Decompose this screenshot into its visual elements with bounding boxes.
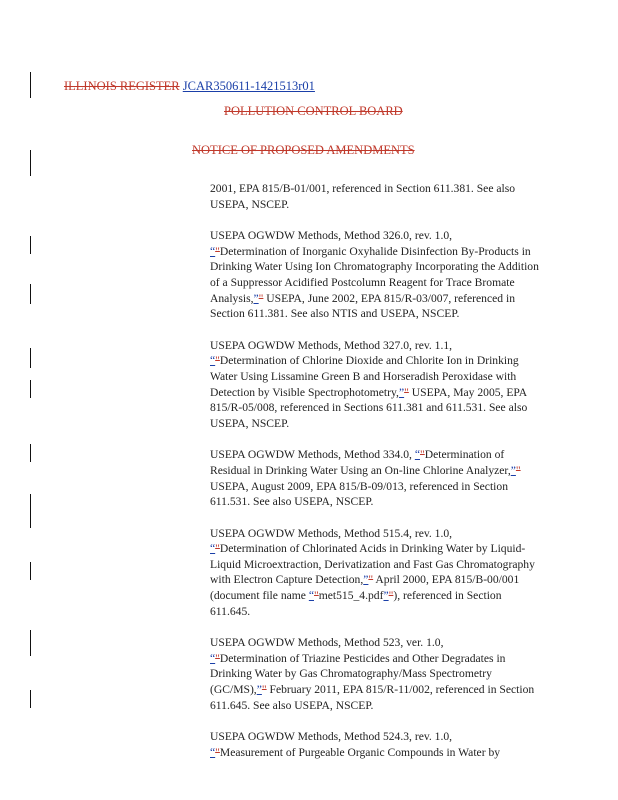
quote-open-struck: " <box>215 745 220 759</box>
register-id-inserted: JCAR350611-1421513r01 <box>182 79 315 93</box>
revision-bar <box>30 562 31 580</box>
quote-open-struck: " <box>420 448 425 462</box>
p1-text: 2001, EPA 815/B-01/001, referenced in Section 611.381. See also USEPA, NSCEP. <box>210 182 516 211</box>
quote-close-struck: " <box>404 385 409 399</box>
p2-intro: USEPA OGWDW Methods, Method 326.0, rev. 1.0, <box>210 229 453 243</box>
quote-open-struck: " <box>215 244 220 258</box>
p3-intro: USEPA OGWDW Methods, Method 327.0, rev. 1.1, <box>210 338 453 352</box>
quote-open-struck: " <box>314 589 319 603</box>
register-header <box>64 79 315 93</box>
paragraph-7 <box>210 729 540 760</box>
p5-rest1: April 2000, EPA 815/B-00/001 (document file name <box>210 573 520 603</box>
notice-title-struck: NOTICE OF PROPOSED AMENDMENTS <box>192 143 415 157</box>
p2-rest: USEPA, June 2002, EPA 815/R-03/007, referenced in Section 611.381. See also NTIS and USEPA, NSCEP. <box>210 291 515 321</box>
p6-title: Determination of Triazine Pesticides and Other Degradates in Drinking Water by Gas Chromatography/Mass Spectrometry (GC/MS), <box>210 651 506 697</box>
quote-open-inserted: “ <box>210 542 216 556</box>
board-title-struck: POLLUTION CONTROL BOARD <box>224 104 403 118</box>
quote-close-struck: " <box>261 683 267 697</box>
quote-open-inserted: “ <box>210 651 216 665</box>
p4-title: Determination of Residual in Drinking Water Using an On-line Chlorine Analyzer, <box>210 448 511 477</box>
revision-bar <box>30 380 31 398</box>
p6-rest: February 2011, EPA 815/R-11/002, referenced in Section 611.645. See also USEPA, NSCEP. <box>210 683 535 712</box>
quote-close-inserted: ” <box>383 589 389 603</box>
p3-title: Determination of Chlorine Dioxide and Chlorite Ion in Drinking Water Using Lissamine Green B and Horseradish Peroxidase with Detection by Visible Spectrophotometry, <box>210 354 519 399</box>
paragraph-1 <box>210 181 540 212</box>
quote-open-struck: " <box>215 651 220 665</box>
p5-rest2: ), referenced in Section 611.645. <box>210 589 502 618</box>
paragraph-5 <box>210 526 540 620</box>
revision-bar <box>30 150 31 176</box>
quote-close-inserted: ” <box>256 683 262 697</box>
notice-header <box>192 143 415 157</box>
paragraph-4 <box>210 447 540 509</box>
revision-bar <box>30 690 31 708</box>
quote-open-inserted: “ <box>210 244 216 258</box>
revision-bar <box>30 348 31 368</box>
quote-open-inserted: “ <box>414 448 420 462</box>
p6-intro: USEPA OGWDW Methods, Method 523, ver. 1.0, <box>210 636 444 650</box>
p3-rest: USEPA, May 2005, EPA 815/R-05/008, referenced in Sections 611.381 and 611.531. See also USEPA, NSCEP. <box>210 385 528 430</box>
quote-close-struck: " <box>388 589 394 603</box>
quote-open-struck: " <box>215 542 220 556</box>
quote-open-struck: " <box>215 354 220 368</box>
quote-close-inserted: ” <box>398 385 405 399</box>
paragraph-2 <box>210 228 540 322</box>
quote-open-inserted: “ <box>210 354 216 368</box>
p7-intro: USEPA OGWDW Methods, Method 524.3, rev. 1.0, <box>210 730 453 744</box>
quote-close-inserted: ” <box>363 573 369 587</box>
p4-intro: USEPA OGWDW Methods, Method 334.0, <box>210 448 415 462</box>
revision-bar <box>30 284 31 304</box>
revision-bar <box>30 630 31 656</box>
revision-bar <box>30 236 31 254</box>
quote-close-struck: " <box>258 291 264 305</box>
p7-title: Measurement of Purgeable Organic Compounds in Water by <box>219 745 501 759</box>
board-header <box>224 104 403 118</box>
p5-filename: met515_4.pdf <box>318 589 384 603</box>
paragraph-3 <box>210 338 540 432</box>
p5-intro: USEPA OGWDW Methods, Method 515.4, rev. 1.0, <box>210 526 453 540</box>
quote-close-inserted: ” <box>510 463 516 477</box>
revision-bar <box>30 72 31 98</box>
revision-bar <box>30 444 31 462</box>
p2-title: Determination of Inorganic Oxyhalide Disinfection By-Products in Drinking Water Using Ion Chromatography Incorporating the Addition of a Suppressor Acidified Postcolumn Reagent for Trace Bromate Analysis, <box>210 244 539 305</box>
p5-title: Determination of Chlorinated Acids in Drinking Water by Liquid-Liquid Microextraction, Derivatization and Fast Gas Chromatography with Electron Capture Detection, <box>210 542 535 587</box>
quote-open-inserted: “ <box>308 589 314 603</box>
revision-bar <box>30 494 31 528</box>
quote-open-inserted: “ <box>210 745 216 759</box>
p4-rest: USEPA, August 2009, EPA 815/B-09/013, referenced in Section 611.531. See also USEPA, NSCEP. <box>210 479 508 509</box>
register-title-struck: ILLINOIS REGISTER <box>64 79 180 93</box>
document-body <box>210 181 540 776</box>
quote-close-struck: " <box>368 573 374 587</box>
quote-close-inserted: ” <box>253 291 259 305</box>
quote-close-struck: " <box>515 463 521 477</box>
paragraph-6 <box>210 635 540 713</box>
